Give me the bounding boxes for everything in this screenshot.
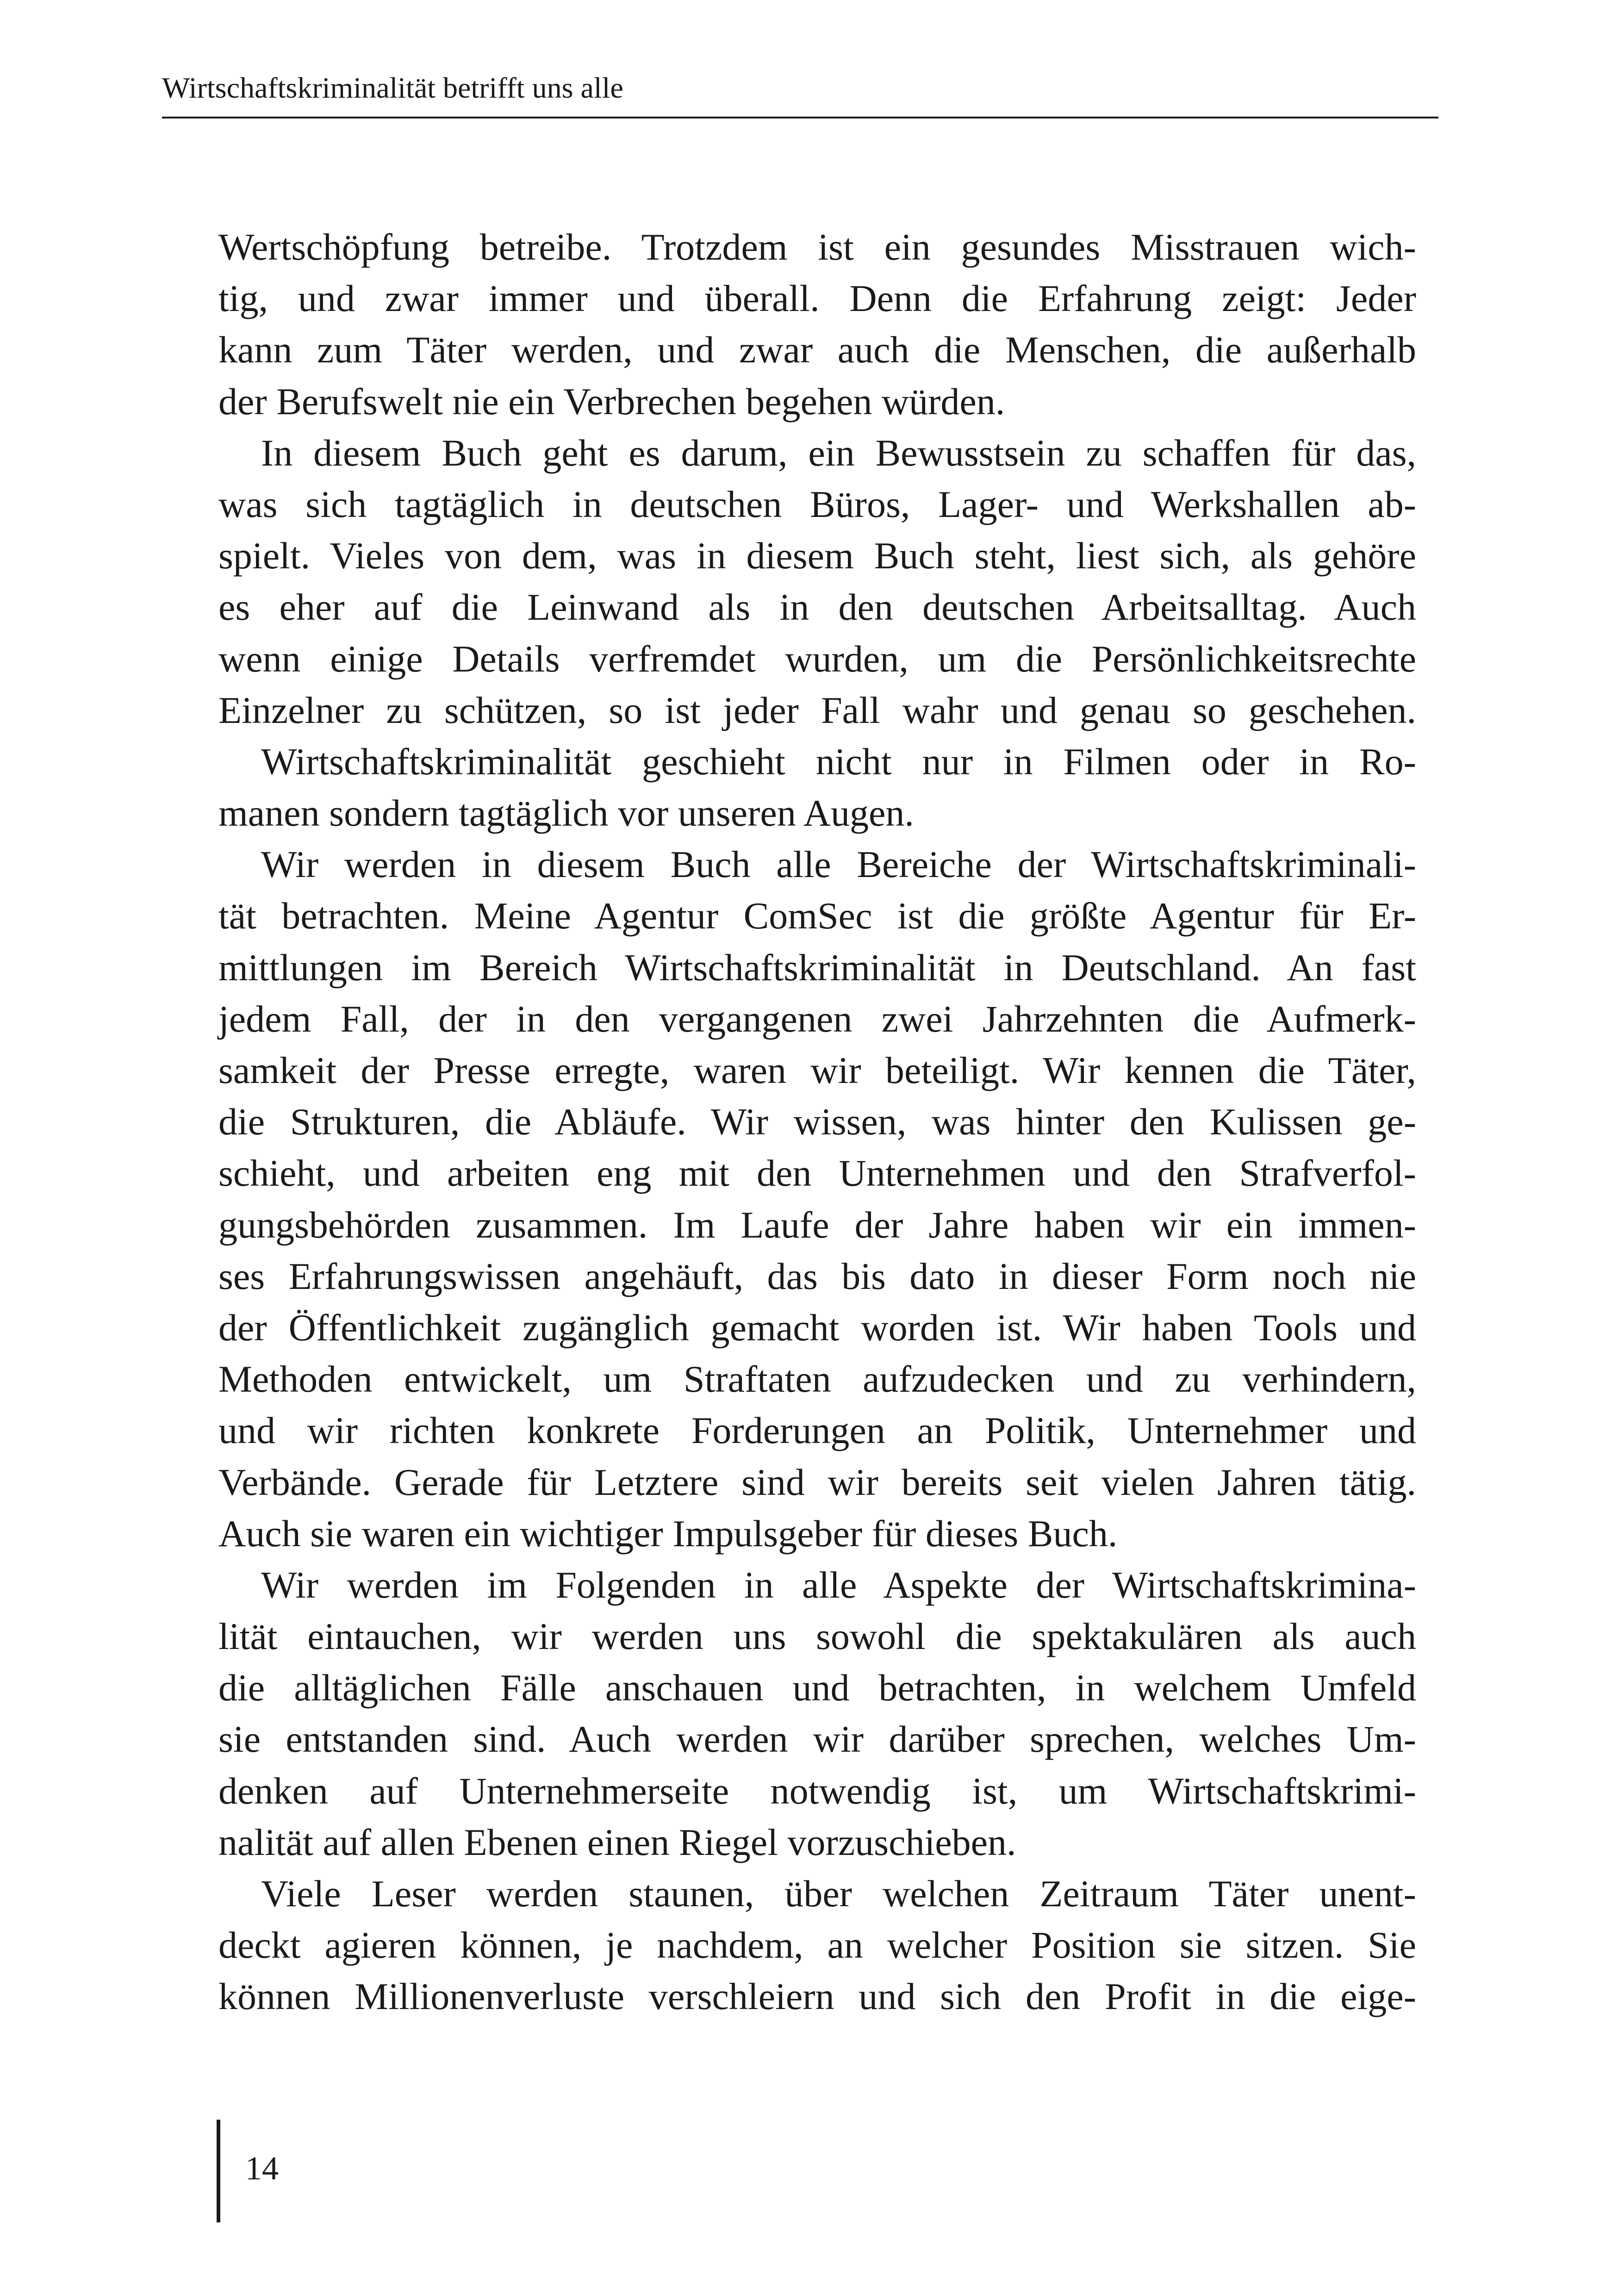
text-line: nalität auf allen Ebenen einen Riegel vorzuschieben. [218, 1821, 1016, 1863]
text-line: tät betrachten. Meine Agentur ComSec ist die größte Agentur für Er- [218, 895, 1416, 937]
text-line: schieht, und arbeiten eng mit den Unternehmen und den Strafverfol- [218, 1152, 1416, 1195]
text-line: Wir werden in diesem Buch alle Bereiche der Wirtschaftskriminali- [261, 843, 1416, 886]
text-line: ses Erfahrungswissen angehäuft, das bis dato in dieser Form noch nie [218, 1255, 1416, 1297]
text-line: die Strukturen, die Abläufe. Wir wissen, was hinter den Kulissen ge- [218, 1101, 1416, 1143]
text-line: gungsbehörden zusammen. Im Laufe der Jahre haben wir ein immen- [218, 1203, 1416, 1246]
text-line: jedem Fall, der in den vergangenen zwei Jahrzehnten die Aufmerk- [218, 997, 1416, 1040]
text-line: sie entstanden sind. Auch werden wir darüber sprechen, welches Um- [218, 1718, 1416, 1761]
text-line: kann zum Täter werden, und zwar auch die Menschen, die außerhalb [218, 329, 1416, 371]
text-line: mittlungen im Bereich Wirtschaftskriminalität in Deutschland. An fast [218, 946, 1416, 989]
header-rule [162, 117, 1438, 118]
text-line: In diesem Buch geht es darum, ein Bewusstsein zu schaffen für das, [261, 431, 1416, 474]
text-line: manen sondern tagtäglich vor unseren Augen. [218, 792, 914, 834]
text-line: Methoden entwickelt, um Straftaten aufzudecken und zu verhindern, [218, 1358, 1416, 1400]
text-line: deckt agieren können, je nachdem, an welcher Position sie sitzen. Sie [218, 1924, 1416, 1966]
text-line: samkeit der Presse erregte, waren wir beteiligt. Wir kennen die Täter, [218, 1049, 1416, 1091]
text-line: und wir richten konkrete Forderungen an Politik, Unternehmer und [218, 1409, 1416, 1452]
text-line: Einzelner zu schützen, so ist jeder Fall wahr und genau so geschehen. [218, 689, 1416, 731]
text-line: Wirtschaftskriminalität geschieht nicht nur in Filmen oder in Ro- [261, 740, 1416, 783]
text-line: Wertschöpfung betreibe. Trotzdem ist ein gesundes Misstrauen wich- [218, 226, 1416, 268]
text-line: Verbände. Gerade für Letztere sind wir bereits seit vielen Jahren tätig. [218, 1461, 1416, 1503]
text-line: können Millionenverluste verschleiern und sich den Profit in die eige- [218, 1975, 1416, 2018]
text-line: Auch sie waren ein wichtiger Impulsgeber für dieses Buch. [218, 1512, 1118, 1555]
text-line: es eher auf die Leinwand als in den deutschen Arbeitsalltag. Auch [218, 586, 1416, 628]
text-line: lität eintauchen, wir werden uns sowohl die spektakulären als auch [218, 1615, 1416, 1658]
text-line: Viele Leser werden staunen, über welchen Zeitraum Täter unent- [261, 1873, 1416, 1915]
text-line: denken auf Unternehmerseite notwendig ist, um Wirtschaftskrimi- [218, 1769, 1416, 1812]
text-line: wenn einige Details verfremdet wurden, um die Persönlichkeitsrechte [218, 637, 1416, 680]
text-line: der Berufswelt nie ein Verbrechen begehen würden. [218, 380, 1005, 423]
text-line: tig, und zwar immer und überall. Denn die Erfahrung zeigt: Jeder [218, 277, 1416, 320]
folio-rule [217, 2120, 220, 2222]
text-line: der Öffentlichkeit zugänglich gemacht worden ist. Wir haben Tools und [218, 1306, 1416, 1349]
text-line: spielt. Vieles von dem, was in diesem Buch steht, liest sich, als gehöre [218, 535, 1416, 577]
running-header: Wirtschaftskriminalität betrifft uns alle [162, 71, 623, 104]
body-text [218, 221, 1416, 2022]
text-line: Wir werden im Folgenden in alle Aspekte der Wirtschaftskrimina- [261, 1563, 1416, 1606]
text-line: was sich tagtäglich in deutschen Büros, Lager- und Werkshallen ab- [218, 483, 1416, 525]
text-line: die alltäglichen Fälle anschauen und betrachten, in welchem Umfeld [218, 1667, 1416, 1709]
page-number: 14 [245, 2150, 279, 2187]
